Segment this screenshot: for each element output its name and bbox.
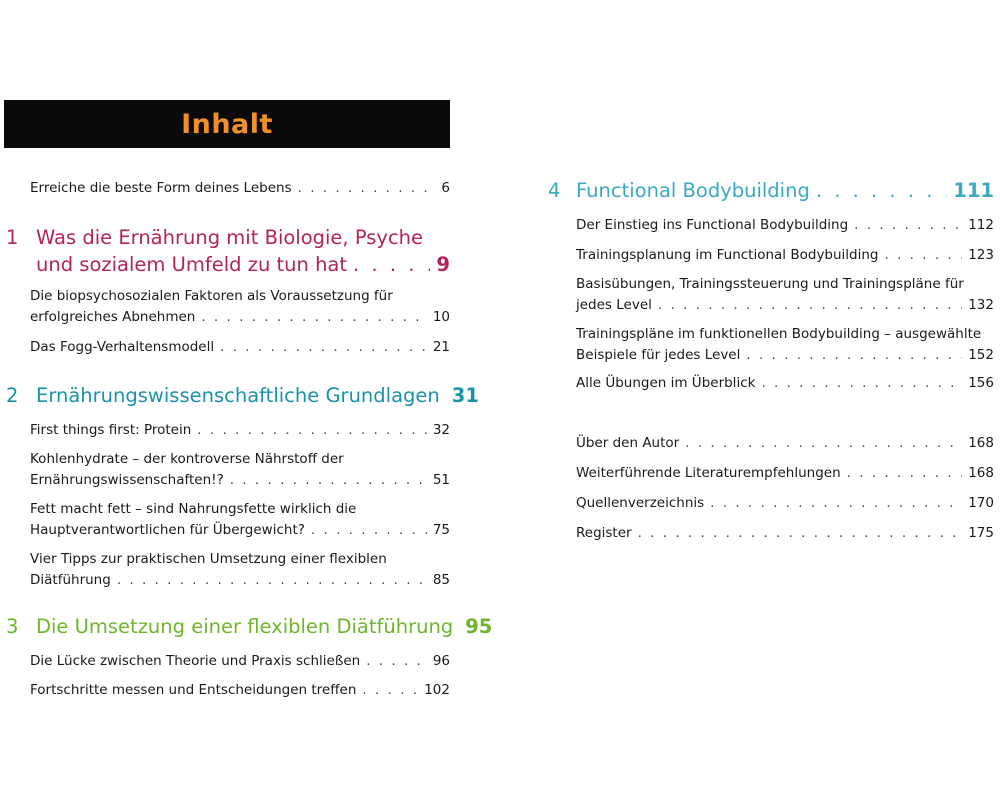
toc-entry-title: Register	[576, 525, 632, 541]
toc-entry-title: Quellenverzeichnis	[576, 495, 705, 511]
toc-entry-page: 102	[424, 682, 450, 698]
toc-entry-title-line2: erfolgreiches Abnehmen	[30, 309, 196, 325]
toc-entry-backmatter[interactable]	[576, 523, 994, 544]
chapter-number: 4	[548, 179, 561, 202]
leader-dots	[638, 523, 963, 544]
toc-entry-backmatter[interactable]	[576, 493, 994, 514]
toc-entry-backmatter[interactable]	[576, 463, 994, 484]
chapter-title: Die Umsetzung einer flexiblen Diätführung	[36, 615, 454, 638]
toc-entry-title: Trainingsplanung im Functional Bodybuilding	[576, 247, 879, 263]
chapter-4-heading[interactable]	[548, 177, 994, 207]
toc-entry-page: 75	[432, 522, 450, 538]
toc-entry-page: 132	[968, 297, 994, 313]
toc-entry-page: 112	[968, 217, 994, 233]
toc-entry-title: Weiterführende Literaturempfehlungen	[576, 465, 841, 481]
leader-dots	[230, 470, 427, 491]
toc-entry-title-line2: Hauptverantwortlichen für Übergewicht?	[30, 522, 305, 538]
toc-entry-page: 10	[432, 309, 450, 325]
toc-entry-title: Die Lücke zwischen Theorie und Praxis schließen	[30, 653, 361, 669]
toc-entry-title-line1: Die biopsychosozialen Faktoren als Voraussetzung für	[30, 288, 393, 304]
toc-entry-backmatter[interactable]	[576, 433, 994, 454]
chapter-3-heading[interactable]	[6, 613, 493, 643]
toc-entry-title-line1: Trainingspläne im funktionellen Bodybuilding – ausgewählte	[576, 326, 982, 342]
chapter-title-line1: Was die Ernährung mit Biologie, Psyche	[36, 226, 424, 249]
leader-dots	[854, 215, 962, 236]
chapter-number: 2	[6, 384, 19, 407]
toc-entry-page: 156	[968, 375, 994, 391]
toc-entry-title-line2: Diätführung	[30, 572, 111, 588]
chapter-page: 9	[436, 253, 450, 276]
toc-entry-page: 85	[432, 572, 450, 588]
toc-entry-page: 96	[432, 653, 450, 669]
leader-dots	[362, 680, 418, 701]
toc-entry-title: First things first: Protein	[30, 422, 192, 438]
chapter-title: Functional Bodybuilding	[576, 179, 810, 202]
chapter-number: 1	[6, 226, 19, 249]
toc-entry[interactable]	[576, 245, 994, 266]
toc-entry-page: 123	[968, 247, 994, 263]
toc-entry[interactable]	[30, 286, 450, 328]
toc-entry-page: 175	[968, 525, 994, 541]
toc-entry-page: 168	[968, 465, 994, 481]
toc-entry-page: 170	[968, 495, 994, 511]
toc-entry-title: Fortschritte messen und Entscheidungen treffen	[30, 682, 357, 698]
toc-entry-title: Alle Übungen im Überblick	[576, 375, 756, 391]
leader-dots	[298, 178, 436, 199]
toc-entry-title: Erreiche die beste Form deines Lebens	[30, 180, 292, 196]
toc-entry[interactable]	[30, 680, 450, 701]
contents-title: Inhalt	[181, 108, 273, 140]
leader-dots	[685, 433, 962, 454]
leader-dots	[220, 337, 427, 358]
leader-dots	[761, 373, 962, 394]
leader-dots	[885, 245, 963, 266]
toc-entry-page: 32	[432, 422, 450, 438]
leader-dots	[746, 345, 962, 366]
leader-dots	[847, 463, 963, 484]
toc-entry[interactable]	[30, 549, 450, 591]
leader-dots	[353, 251, 430, 278]
leader-dots	[197, 420, 427, 441]
chapter-title-line2: und sozialem Umfeld zu tun hat	[36, 253, 348, 276]
chapter-number: 3	[6, 615, 19, 638]
toc-entry-title-line1: Fett macht fett – sind Nahrungsfette wirklich die	[30, 501, 357, 517]
toc-entry-title-line1: Vier Tipps zur praktischen Umsetzung einer flexiblen	[30, 551, 387, 567]
leader-dots	[201, 307, 426, 328]
leader-dots	[311, 520, 427, 541]
chapter-title: Ernährungswissenschaftliche Grundlagen	[36, 384, 440, 407]
toc-entry[interactable]	[30, 499, 450, 541]
toc-entry-title-line2: jedes Level	[576, 297, 652, 313]
toc-entry-intro[interactable]	[30, 178, 450, 199]
toc-entry[interactable]	[30, 420, 450, 441]
toc-entry[interactable]	[576, 373, 994, 394]
toc-entry-page: 152	[968, 347, 994, 363]
toc-entry-page: 21	[432, 339, 450, 355]
toc-entry[interactable]	[576, 215, 994, 236]
toc-entry-title: Über den Autor	[576, 435, 680, 451]
toc-entry-page: 51	[432, 472, 450, 488]
toc-entry-title: Das Fogg-Verhaltensmodell	[30, 339, 215, 355]
toc-entry[interactable]	[576, 274, 994, 316]
chapter-2-heading[interactable]	[6, 382, 479, 412]
chapter-1-heading[interactable]	[6, 224, 450, 284]
toc-entry-title-line1: Kohlenhydrate – der kontroverse Nährstoff der	[30, 451, 344, 467]
leader-dots	[117, 570, 427, 591]
leader-dots	[658, 295, 962, 316]
leader-dots	[710, 493, 962, 514]
toc-entry-page: 6	[441, 180, 450, 196]
contents-header-bar	[4, 100, 450, 148]
leader-dots	[366, 651, 427, 672]
toc-entry[interactable]	[576, 324, 994, 366]
chapter-page: 111	[953, 179, 994, 202]
toc-entry-page: 168	[968, 435, 994, 451]
toc-entry[interactable]	[30, 337, 450, 358]
toc-entry[interactable]	[30, 651, 450, 672]
toc-entry-title-line2: Ernährungswissenschaften!?	[30, 472, 224, 488]
chapter-page: 95	[465, 615, 493, 638]
toc-entry[interactable]	[30, 449, 450, 491]
leader-dots	[816, 177, 947, 204]
chapter-page: 31	[451, 384, 479, 407]
toc-entry-title: Der Einstieg ins Functional Bodybuilding	[576, 217, 849, 233]
toc-entry-title-line1: Basisübungen, Trainingssteuerung und Trainingspläne für	[576, 276, 964, 292]
toc-entry-title-line2: Beispiele für jedes Level	[576, 347, 741, 363]
